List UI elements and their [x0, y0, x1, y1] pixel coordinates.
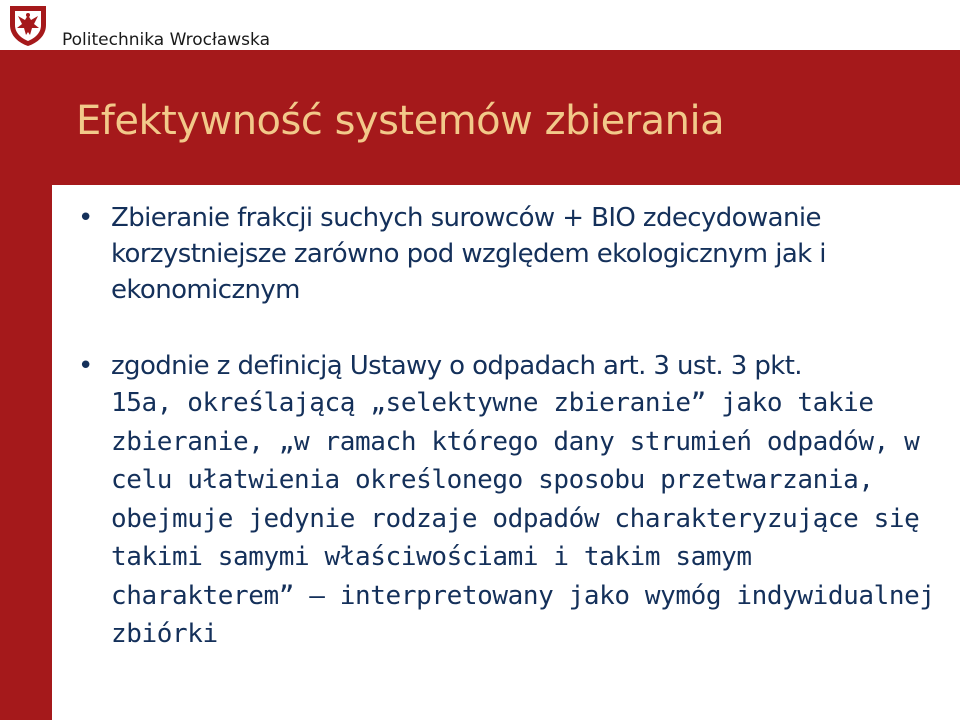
bullet-text-first-line: zgodnie z definicją Ustawy o odpadach art. 3 ust. 3 pkt.: [111, 351, 802, 381]
eagle-crest-icon: [6, 3, 50, 47]
bullet-dot-icon: •: [78, 203, 93, 233]
header-bar: [0, 0, 960, 50]
bullet-dot-icon: •: [78, 351, 94, 381]
institution-name: Politechnika Wrocławska: [62, 30, 270, 50]
bullet-list: [78, 200, 938, 654]
bullet-text-continuation: 15a, określającą „selektywne zbieranie” jako takie zbieranie, „w ramach którego dany strumień odpadów, w celu ułatwienia określonego sposobu przetwarzania, obejmuje jedynie rodzaje odpadów charakteryzujące się takimi samymi właściwościami i takim samym charakterem” – interpretowany jako wymóg indywidualnej zbiórki: [111, 388, 935, 649]
slide-title: Efektywność systemów zbierania: [76, 98, 725, 144]
list-item: [78, 200, 938, 308]
left-accent-strip: [0, 50, 52, 720]
list-item: [78, 348, 938, 654]
bullet-text: Zbieranie frakcji suchych surowców + BIO zdecydowanie korzystniejsze zarówno pod względem ekologicznym jak i ekonomicznym: [111, 203, 826, 305]
